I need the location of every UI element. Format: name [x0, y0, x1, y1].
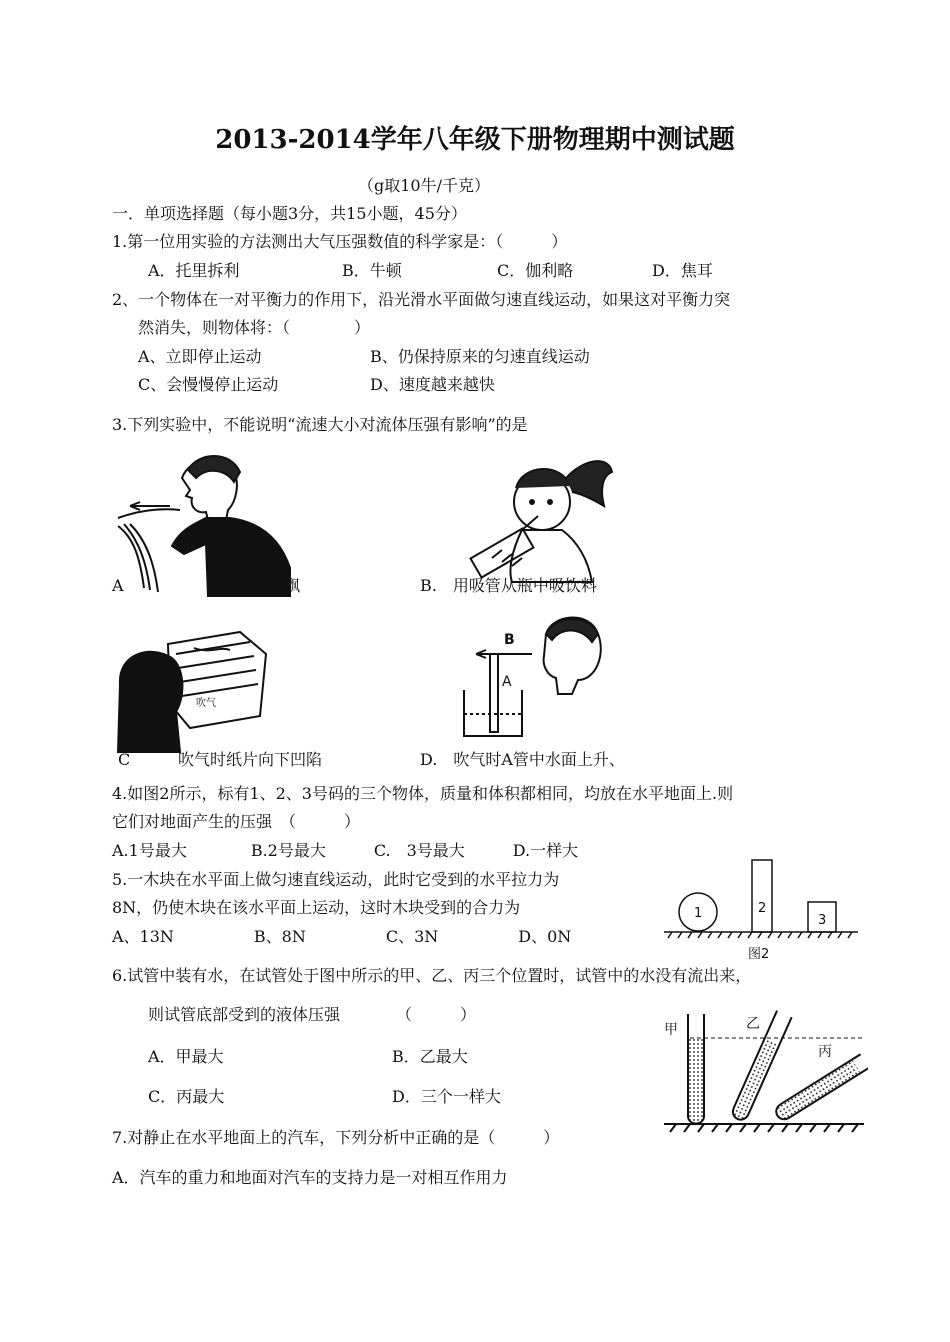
q4-options: A.1号最大 B.2号最大 C. 3号最大 D.一样大 [112, 841, 579, 860]
q3-option-c-text: 吹气时纸片向下凹陷 [178, 750, 323, 769]
q6-label-jia: 甲 [664, 1022, 678, 1038]
q6-option-b: B．乙最大 [392, 1047, 468, 1066]
q4-figure-2 [662, 856, 862, 968]
page-title: 2013-2014学年八年级下册物理期中测试题 [215, 125, 735, 155]
q1-stem: 1.第一位用实验的方法测出大气压强数值的科学家是：（ ） [112, 232, 568, 251]
q5-options: A、13N B、8N C、3N D、0N [112, 927, 572, 946]
q6-test-tube-figure [660, 1010, 868, 1140]
q1-option-b: B．牛顿 [342, 261, 402, 280]
q2-stem-line1: 2、一个物体在一对平衡力的作用下，沿光滑水平面做匀速直线运动，如果这对平衡力突 [112, 290, 731, 309]
q3-figure-d-label-b: B [504, 632, 515, 648]
q4-fig-label-3: 3 [818, 913, 827, 928]
q3-figure-c [110, 624, 276, 754]
q3-option-c-letter: C [118, 750, 131, 769]
q3-option-a-text: 向上飘 [252, 576, 301, 595]
section-heading: 一．单项选择题（每小题3分，共15小题，45分） [112, 204, 467, 223]
q4-fig-label-1: 1 [694, 906, 703, 921]
q1-option-d: D．焦耳 [652, 261, 713, 280]
q3-figure-d [462, 604, 612, 744]
q3-stem: 3.下列实验中，不能说明“流速大小对流体压强有影响”的是 [112, 415, 528, 434]
q2-option-c: C、会慢慢停止运动 [138, 375, 279, 394]
q3-option-d: D. 吹气时A管中水面上升、 [420, 750, 625, 769]
q6-stem-line2: 则试管底部受到的液体压强 （ ） [148, 1005, 477, 1024]
q4-figure-caption: 图2 [748, 947, 770, 962]
q6-label-yi: 乙 [746, 1016, 760, 1032]
q1-option-a: A．托里拆利 [148, 261, 240, 280]
q3-figure-c-label: 吹气 [196, 698, 216, 709]
q7-option-a: A．汽车的重力和地面对汽车的支持力是一对相互作用力 [112, 1168, 508, 1187]
q2-option-b: B、仍保持原来的匀速直线运动 [370, 347, 590, 366]
q5-stem-line1: 5.一木块在水平面上做匀速直线运动，此时它受到的水平拉力为 [112, 870, 560, 889]
q2-stem-line2: 然消失，则物体将：（ ） [138, 318, 371, 337]
q5-stem-line2: 8N，仍使木块在该水平面上运动，这时木块受到的合力为 [112, 898, 521, 917]
q1-option-c: C．伽利略 [497, 261, 574, 280]
q6-option-a: A．甲最大 [148, 1047, 224, 1066]
q3-figure-d-label-a: A [502, 674, 512, 690]
q3-figure-b [462, 450, 632, 584]
q6-option-d: D．三个一样大 [392, 1087, 501, 1106]
q4-stem-line2: 它们对地面产生的压强 （ ） [112, 812, 361, 831]
q4-fig-label-2: 2 [758, 901, 767, 916]
q7-stem: 7.对静止在水平地面上的汽车，下列分析中正确的是（ ） [112, 1128, 560, 1147]
q3-option-a-letter: A [112, 576, 124, 595]
subtitle: （g取10牛/千克） [358, 176, 490, 195]
q3-option-b: B. 用吸管从瓶中吸饮料 [420, 576, 597, 595]
q6-label-bing: 丙 [818, 1044, 832, 1060]
q4-stem-line1: 4.如图2所示，标有1、2、3号码的三个物体，质量和体积都相同，均放在水平地面上.则 [112, 784, 734, 803]
q2-option-d: D、速度越来越快 [370, 375, 495, 394]
q6-stem-line1: 6.试管中装有水，在试管处于图中所示的甲、乙、丙三个位置时，试管中的水没有流出来， [112, 966, 752, 985]
q6-option-c: C．丙最大 [148, 1087, 225, 1106]
q2-option-a: A、立即停止运动 [138, 347, 262, 366]
